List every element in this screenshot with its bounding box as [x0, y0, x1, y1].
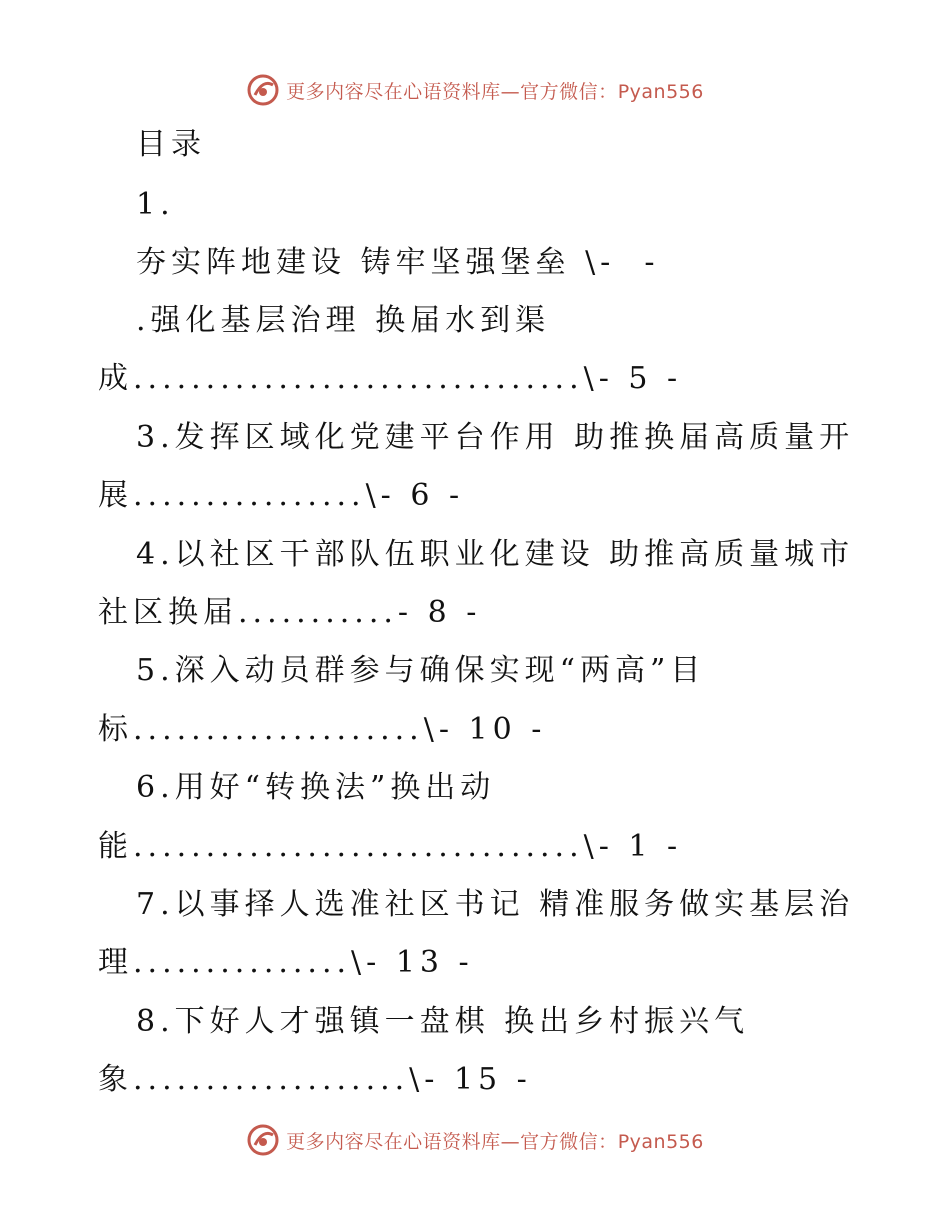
toc-line: 展................\- 6 - [98, 478, 465, 513]
footer-watermark-banner [0, 1120, 950, 1160]
toc-line: 夯实阵地建设 铸牢坚强堡垒 \- - [136, 245, 660, 280]
toc-line: 成...............................\- 5 - [98, 361, 683, 396]
toc-line: 3.发挥区域化党建平台作用 助推换届高质量开 [136, 420, 855, 455]
toc-line: 7.以事择人选准社区书记 精准服务做实基层治 [136, 887, 855, 922]
toc-line: 5.深入动员群参与确保实现“两高”目 [136, 653, 706, 688]
toc-line: 社区换届...........- 8 - [98, 595, 482, 630]
toc-line: 8.下好人才强镇一盘棋 换出乡村振兴气 [136, 1004, 750, 1039]
toc-line: 标....................\- 10 - [98, 712, 547, 747]
toc-line: 象...................\- 15 - [98, 1062, 532, 1097]
site-logo-icon [246, 1123, 280, 1157]
toc-title: 目录 [136, 127, 206, 162]
toc-line: 1. [136, 187, 175, 222]
toc-line: .强化基层治理 换届水到渠 [136, 303, 551, 338]
toc-line: 4.以社区干部队伍职业化建设 助推高质量城市 [136, 537, 855, 572]
watermark-text: 更多内容尽在心语资料库—官方微信：Pyan556 [286, 1130, 704, 1153]
toc-line: 能...............................\- 1 - [98, 829, 683, 864]
toc-line: 理...............\- 13 - [98, 945, 474, 980]
watermark-text: 更多内容尽在心语资料库—官方微信：Pyan556 [286, 80, 704, 103]
toc-line: 6.用好“转换法”换出动 [136, 770, 496, 805]
